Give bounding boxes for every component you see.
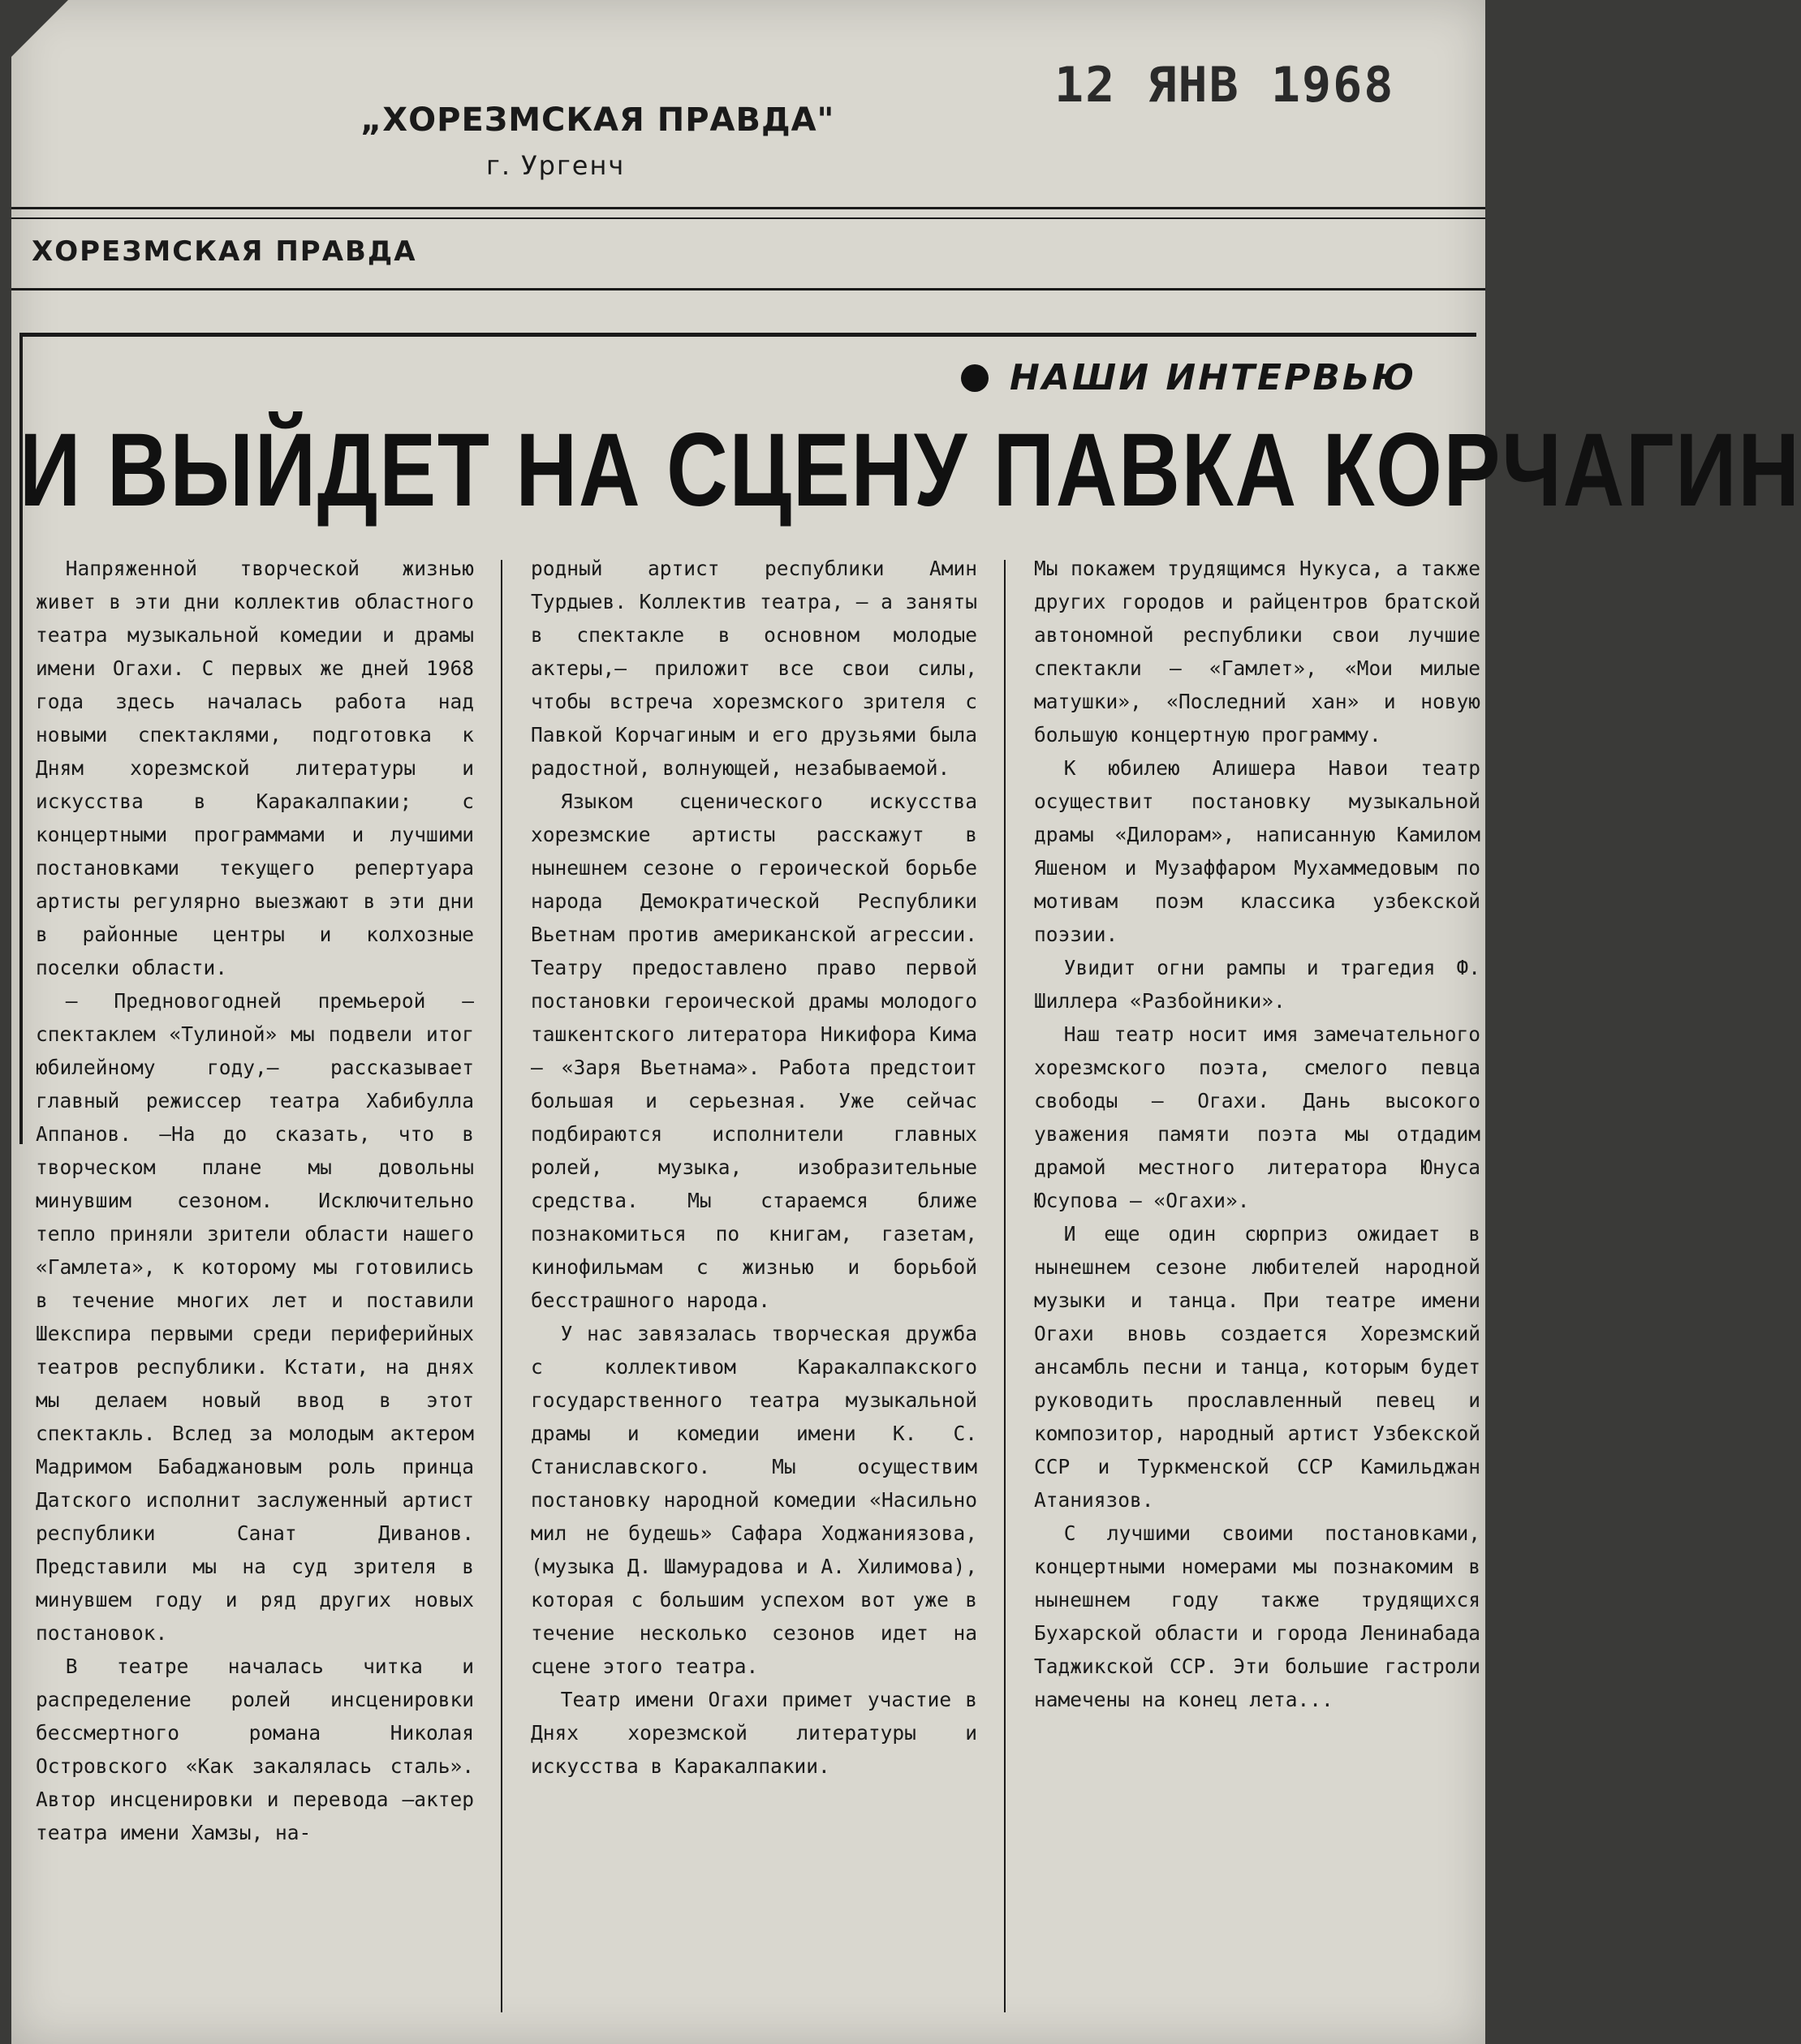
article-paragraph: И еще один сюрприз ожидает в нынешнем сезоне любителей народной музыки и танца. При театре имени Огахи вновь создается Хорезмский ансамбль песни и танца, которым будет руководить прославленный певец и композитор, народный артист Узбекской ССР и Туркменской ССР Камильджан Атаниязов. [1034,1222,1480,1512]
article-paragraph: родный артист республики Амин Турдыев. Коллектив театра, — а заняты в спектакле в основном молодые актеры,— приложит все свои силы, чтобы встреча хорезмского зрителя с Павкой Корчагиным и его друзьями была радостной, волнующей, незабываемой. [531,557,977,780]
article-frame-top [19,333,1476,337]
column-divider-2 [1004,560,1006,2012]
folded-corner [11,0,68,57]
top-rule [11,207,1485,209]
article-paragraph: Мы покажем трудящимся Нукуса, а также других городов и райцентров братской автономной республики свои лучшие спектакли — «Гамлет», «Мои милые матушки», «Последний хан» и новую большую концертную программу. [1034,557,1480,747]
rubric-text: НАШИ ИНТЕРВЬЮ [1010,357,1417,398]
article-paragraph: — Предновогодней премьерой — спектаклем «Тулиной» мы подвели итог юбилейному году,— рассказывает главный режиссер театра Хабибулла Аппанов. —На до сказать, что в творческом плане мы довольны минувшим сезоном. Исключительно тепло приняли зрители области нашего «Гамлета», к которому мы готовились в течение многих лет и поставили Шекспира первыми среди периферийных театров республики. Кстати, на днях мы делаем новый ввод в этот спектакль. Вслед за молодым актером Мадримом Бабаджановым роль принца Датского исполнит заслуженный артист республики Санат Диванов. Представили мы на суд зрителя в минувшем году и ряд других новых постановок. [36,989,474,1645]
article-paragraph: Языком сценического искусства хорезмские артисты расскажут в нынешнем сезоне о героической борьбе народа Демократической Республики Вьетнам против американской агрессии. Театру предоставлено право первой постановки героической драмы молодого ташкентского литератора Никифора Кима — «Заря Вьетнама». Работа предстоит большая и серьезная. Уже сейчас подбираются исполнители главных ролей, музыка, изобразительные средства. Мы стараемся ближе познакомиться по книгам, газетам, кинофильмам с жизнью и борьбой бесстрашного народа. [531,790,977,1312]
article-paragraph: Театр имени Огахи примет участие в Днях хорезмской литературы и искусства в Каракалпакии. [531,1688,977,1778]
clipping-city-label: г. Ургенч [486,150,626,181]
clipping-source-label: „ХОРЕЗМСКАЯ ПРАВДА" [360,101,835,139]
article-column-3 [1034,552,1480,1716]
article-paragraph: С лучшими своими постановками, концертными номерами мы познакомим в нынешнем году также трудящихся Бухарской области и города Ленинабада Таджикской ССР. Эти большие гастроли намечены на конец лета... [1034,1521,1480,1711]
article-paragraph: Напряженной творческой жизнью живет в эти дни коллектив областного театра музыкальной комедии и драмы имени Огахи. С первых же дней 1968 года здесь началась работа над новыми спектаклями, подготовка к Дням хорезмской литературы и искусства в Каракалпакии; с концертными программами и лучшими постановками текущего репертуара артисты регулярно выезжают в эти дни в районные центры и колхозные поселки области. [36,557,474,979]
article-headline: И ВЫЙДЕТ НА СЦЕНУ ПАВКА КОРЧАГИН [19,412,1801,528]
page-masthead: ХОРЕЗМСКАЯ ПРАВДА [32,235,417,268]
column-divider-1 [501,560,502,2012]
date-stamp: 12 ЯНВ 1968 [1054,57,1395,114]
article-column-2 [531,552,977,1783]
newspaper-clipping [11,0,1801,2044]
article-paragraph: У нас завязалась творческая дружба с коллективом Каракалпакского государственного театра музыкальной драмы и комедии имени К. С. Станиславского. Мы осуществим постановку народной комедии «Насильно мил не будешь» Сафара Ходжаниязова, (музыка Д. Шамурадова и А. Хилимова), которая с большим успехом вот уже в течение несколько сезонов идет на сцене этого театра. [531,1322,977,1678]
top-rule-thin [11,217,1485,219]
article-paragraph: Наш театр носит имя замечательного хорезмского поэта, смелого певца свободы — Огахи. Дань высокого уважения памяти поэта мы отдадим драмой местного литератора Юнуса Юсупова — «Огахи». [1034,1022,1480,1212]
article-paragraph: Увидит огни рампы и трагедия Ф. Шиллера «Разбойники». [1034,956,1480,1013]
rubric-label [961,357,1416,398]
masthead-rule [11,288,1485,290]
article-column-1 [36,552,474,1849]
article-paragraph: К юбилею Алишера Навои театр осуществит постановку музыкальной драмы «Дилорам», написанную Камилом Яшеном и Музаффаром Мухаммедовым по мотивам поэм классика узбекской поэзии. [1034,756,1480,946]
article-paragraph: В театре началась читка и распределение ролей инсценировки бессмертного романа Николая Островского «Как закалялась сталь». Автор инсценировки и перевода —актер театра имени Хамзы, на- [36,1655,474,1844]
bullet-icon [961,364,989,392]
